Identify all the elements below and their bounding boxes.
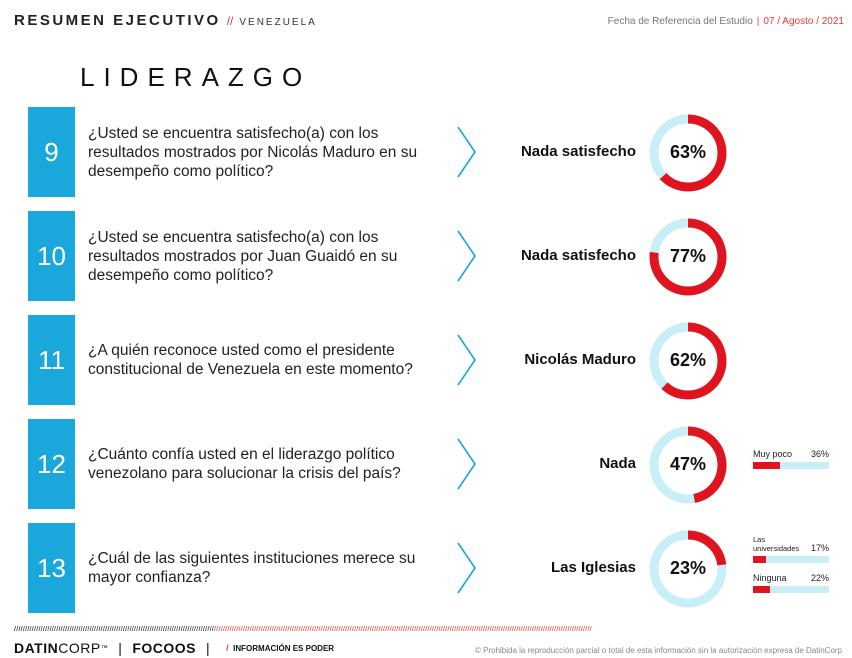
report-header	[14, 12, 844, 32]
answer-label: Nicolás Maduro	[524, 351, 636, 368]
percent-label: 23%	[669, 558, 707, 578]
question-text: ¿A quién reconoce usted como el presidente constitucional de Venezuela en este momento?	[88, 342, 413, 378]
chevron-right-icon	[456, 541, 478, 595]
brand-tagline: INFORMACIÓN ES PODER	[233, 643, 335, 653]
question-number: 12	[28, 419, 75, 509]
report-title	[14, 12, 317, 29]
question-text: ¿Cuál de las siguientes instituciones merece su mayor confianza?	[88, 550, 416, 586]
secondary-answer	[753, 449, 829, 469]
answer-label: Nada satisfecho	[520, 143, 636, 160]
question-number: 13	[28, 523, 75, 613]
section-title: LIDERAZGO	[80, 62, 312, 92]
brand-slash: /	[226, 643, 230, 653]
brand-focoos: FOCOOS	[132, 640, 196, 656]
secondary-value: 17%	[810, 543, 829, 553]
question-number: 11	[28, 315, 75, 405]
brand-pipe-2: |	[206, 640, 211, 656]
question-text: ¿Usted se encuentra satisfecho(a) con los resultados mostrados por Nicolás Maduro en su desempeño como político?	[88, 124, 418, 180]
question-row	[28, 523, 838, 615]
brand-pipe: |	[118, 640, 123, 656]
report-title-text: RESUMEN EJECUTIVO	[14, 12, 221, 29]
question-row	[28, 315, 838, 407]
question-number: 10	[28, 211, 75, 301]
copyright-notice: © Prohibida la reproducción parcial o total de esta información sin la autorización expresa de DatinCorp	[475, 646, 842, 655]
chevron-right-icon	[456, 437, 478, 491]
percent-label: 62%	[669, 350, 707, 370]
secondary-bar-track	[753, 586, 829, 593]
reference-date	[608, 16, 844, 27]
answer-label: Nada	[599, 455, 636, 472]
secondary-value: 22%	[810, 573, 829, 583]
secondary-answer	[753, 573, 829, 593]
question-text: ¿Cuánto confía usted en el liderazgo político venezolano para solucionar la crisis del país?	[88, 446, 401, 482]
answer-label: Las Iglesias	[550, 559, 636, 576]
brand-datin: DATIN	[14, 640, 59, 656]
secondary-value: 36%	[810, 449, 829, 459]
percent-label: 77%	[669, 246, 707, 266]
secondary-answer	[753, 535, 829, 563]
chevron-right-icon	[456, 333, 478, 387]
brand-logo	[14, 640, 334, 656]
reference-label: Fecha de Referencia del Estudio	[607, 16, 753, 27]
percent-label: 47%	[669, 454, 707, 474]
secondary-label: Las universidades	[753, 535, 800, 553]
secondary-bar-track	[753, 556, 829, 563]
report-country: VENEZUELA	[239, 17, 317, 28]
reference-bar: |	[756, 16, 760, 27]
answer-label: Nada satisfecho	[520, 247, 636, 264]
secondary-bar-fill	[753, 462, 780, 469]
question-row	[28, 419, 838, 511]
chevron-right-icon	[456, 125, 478, 179]
secondary-bar-track	[753, 462, 829, 469]
brand-tm: ™	[100, 644, 109, 652]
question-text: ¿Usted se encuentra satisfecho(a) con los resultados mostrados por Juan Guaidó en su desempeño como político?	[88, 228, 398, 284]
question-row	[28, 107, 838, 199]
secondary-label: Muy poco	[753, 449, 793, 459]
secondary-bar-fill	[753, 586, 770, 593]
footer-divider: ////////////////////////////////////////////////////////////////////////////////////////////////////////////////////////////////////////////////////////////////////////////////////////////////////////////////////////////////////////////////////////////////////	[14, 626, 592, 632]
reference-date-value: 07 / Agosto / 2021	[763, 16, 844, 27]
chevron-right-icon	[456, 229, 478, 283]
secondary-bar-fill	[753, 556, 766, 563]
title-separator: //	[226, 14, 234, 28]
question-row	[28, 211, 838, 303]
percent-label: 63%	[669, 142, 707, 162]
secondary-label: Ninguna	[753, 573, 787, 583]
question-number: 9	[28, 107, 75, 197]
brand-corp: CORP	[58, 640, 101, 656]
